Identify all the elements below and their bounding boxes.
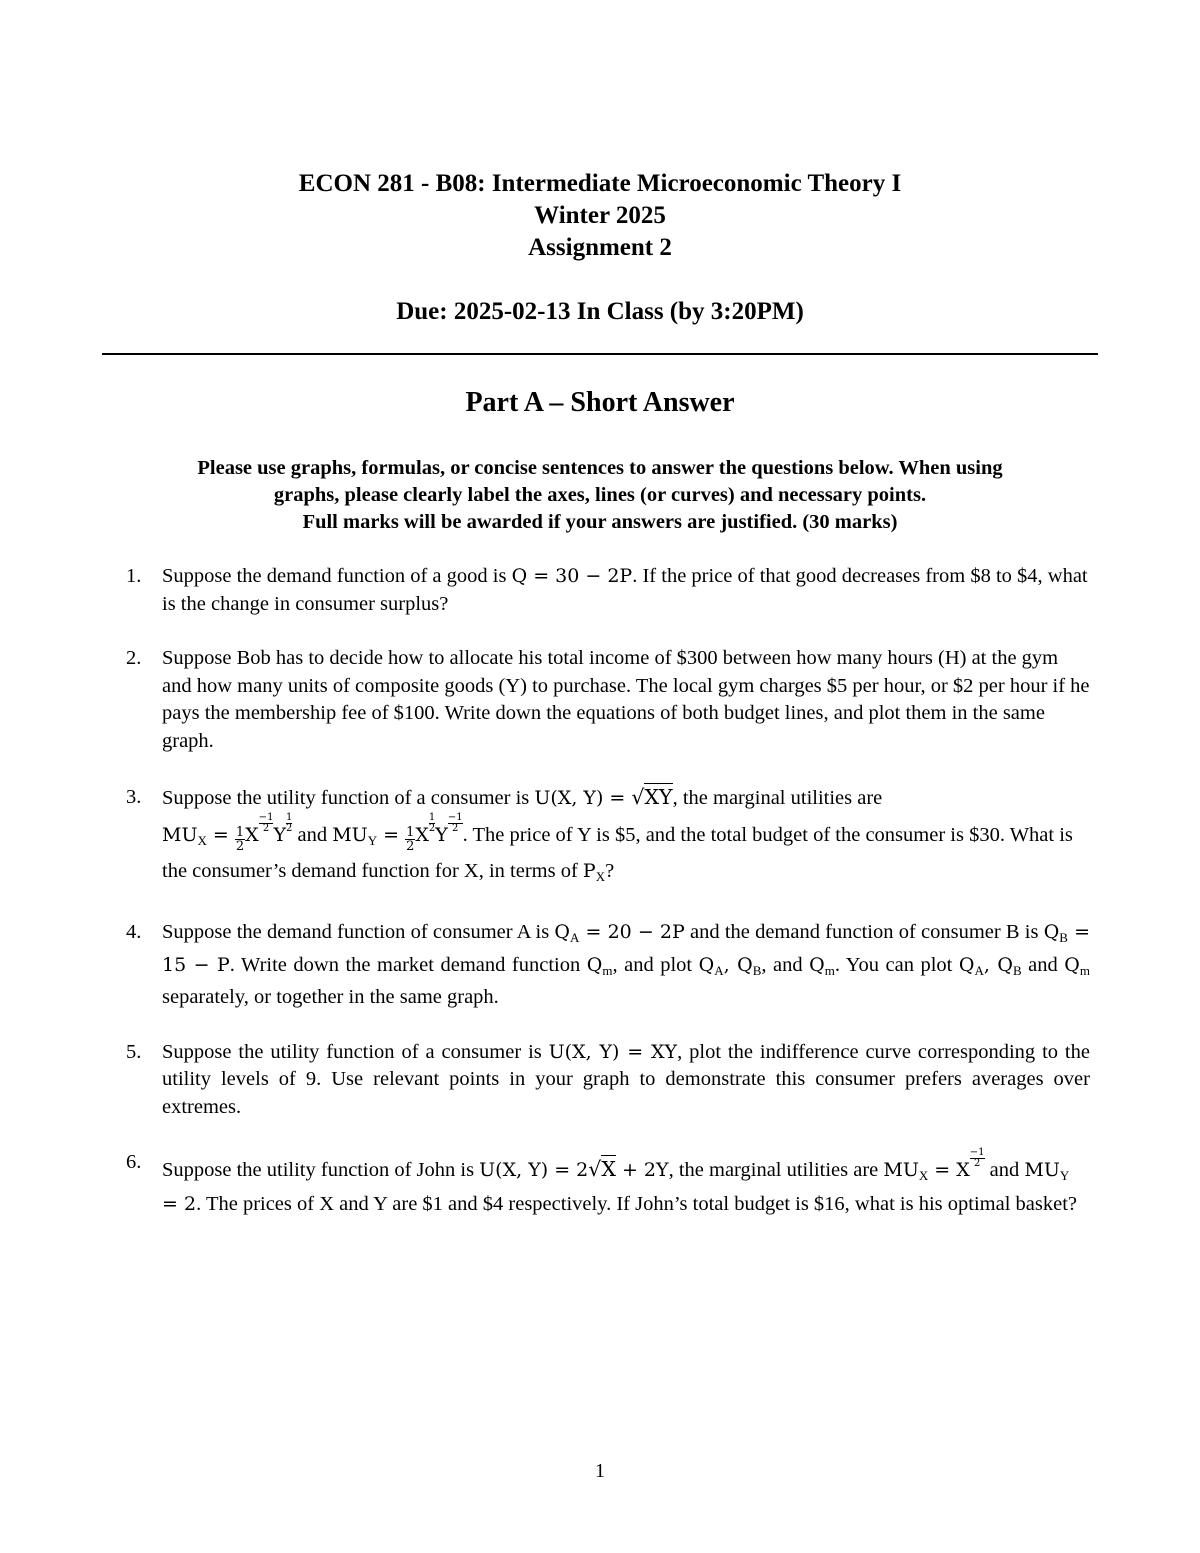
math-utility-function: U(X, Y) = 2: [479, 1159, 589, 1181]
math-q: Q: [586, 953, 603, 976]
question-2: [0, 645, 1090, 755]
math-subscript: B: [1059, 930, 1068, 945]
question-5: [0, 1039, 1090, 1122]
math-subscript: B: [752, 962, 762, 978]
question-text: [162, 1039, 1090, 1122]
fraction-half: [405, 826, 415, 853]
radicand: XY: [644, 785, 673, 809]
sqrt-symbol: √XY: [631, 785, 673, 809]
math-subscript: X: [595, 869, 606, 884]
question-number: 1.: [126, 565, 142, 587]
math-equals: =: [206, 824, 235, 846]
minus-sign: −: [258, 812, 268, 823]
math-price-label: P: [582, 860, 596, 882]
numerator: 1: [235, 825, 245, 840]
exponent-denominator: 2: [285, 823, 293, 834]
question-text: [162, 565, 1088, 615]
exponent-denominator: 2: [973, 1158, 981, 1169]
text-segment: , and: [761, 953, 810, 976]
question-6: [0, 1148, 1090, 1219]
math-q: Q: [997, 953, 1013, 976]
text-segment: , the marginal utilities are: [668, 1159, 884, 1181]
math-var: Y: [435, 824, 448, 846]
math-var: Y: [273, 824, 286, 846]
exponent-numerator: 1: [285, 812, 293, 823]
math-mu-label: MU: [332, 824, 368, 846]
instructions-line-1: Please use graphs, formulas, or concise sentences to answer the questions below. When using: [197, 457, 1003, 479]
math-q: Q: [1064, 953, 1080, 976]
math-demand-b: = 15 − P: [162, 921, 1090, 976]
question-text: [162, 1148, 1090, 1219]
exponent-num-value: 1: [267, 812, 274, 823]
instructions: [110, 455, 1090, 536]
exponent-num-value: 1: [456, 812, 463, 823]
math-mu-y-value: = 2: [162, 1193, 197, 1215]
minus-sign: −: [447, 812, 457, 823]
math-mu-label: MU: [883, 1159, 919, 1181]
math-mu-label: MU: [1024, 1159, 1060, 1181]
text-segment: . The prices of X and Y are $1 and $4 respectively. If John’s total budget is $16, what is his optimal basket?: [196, 1193, 1077, 1215]
math-subscript: A: [714, 962, 724, 978]
text-segment: and: [1021, 953, 1065, 976]
math-q: Q: [554, 921, 570, 943]
text-segment: separately, or together in the same graph.: [162, 986, 499, 1008]
question-text: Suppose Bob has to decide how to allocate his total income of $300 between how many hours (H) at the gym and how many units of composite goods (Y) to purchase. The local gym charges $5 per hour, or $2 per hour if he pays the membership fee of $100. Write down the equations of both budget lines, and plot them in the same graph.: [162, 647, 1090, 752]
text-segment: Suppose the utility function of John is: [162, 1159, 480, 1181]
math-q: Q: [958, 953, 975, 976]
question-number: 6.: [126, 1151, 142, 1173]
question-number: 3.: [126, 786, 142, 808]
math-mu-label: MU: [162, 824, 198, 846]
math-utility-function: U(X, Y) = XY: [548, 1040, 678, 1063]
math-subscript: m: [824, 962, 835, 978]
math-equals: =: [377, 824, 406, 846]
text-segment: . You can plot: [834, 953, 959, 976]
document-header: [0, 168, 1200, 328]
radicand: X: [601, 1157, 616, 1181]
text-segment: and the demand function of consumer B is: [684, 921, 1044, 943]
horizontal-rule: [102, 353, 1098, 355]
question-text: [162, 919, 1090, 1012]
exponent: [259, 813, 274, 834]
text-segment: . If the price of that good decreases from $8 to $4, what is the change in consumer surplus?: [162, 565, 1088, 615]
math-utility-function: U(X, Y) =: [534, 787, 632, 809]
exponent-denominator: 2: [428, 823, 436, 834]
exponent: [448, 813, 463, 834]
math-subscript: X: [197, 833, 207, 848]
math-subscript: Y: [367, 833, 378, 848]
question-text: [162, 782, 1090, 892]
text-segment: , the marginal utilities are: [672, 787, 883, 809]
math-q: Q: [809, 953, 825, 976]
math-var: X: [415, 824, 429, 846]
text-segment: Suppose the demand function of consumer A is: [162, 921, 555, 943]
math-comma: ,: [723, 953, 738, 976]
math-q: Q: [698, 953, 715, 976]
math-subscript: m: [602, 962, 613, 978]
exponent-denominator: 2: [452, 823, 459, 834]
math-q: Q: [737, 953, 753, 976]
instructions-line-3: Full marks will be awarded if your answers are justified. (30 marks): [302, 511, 898, 533]
exponent-denominator: 2: [262, 823, 270, 834]
question-3: [0, 782, 1090, 892]
math-subscript: X: [918, 1168, 929, 1183]
text-segment: and: [292, 824, 333, 846]
text-segment: , plot the indifference curve corresponding to the utility levels of 9. Use relevant points in your graph to demonstrate this consumer prefers averages over extremes.: [162, 1040, 1090, 1118]
text-segment: Suppose the utility function of a consumer is: [162, 787, 535, 809]
math-equals-x: = X: [928, 1159, 970, 1181]
exponent-num-value: 1: [978, 1147, 985, 1158]
math-subscript: Y: [1059, 1168, 1070, 1183]
text-segment: ?: [605, 860, 615, 882]
assignment-title: Assignment 2: [528, 234, 672, 261]
fraction-half: [235, 826, 245, 853]
instructions-line-2: graphs, please clearly label the axes, lines (or curves) and necessary points.: [273, 484, 927, 506]
exponent: [970, 1148, 985, 1169]
part-title: Part A – Short Answer: [465, 387, 735, 418]
math-demand-a: = 20 − 2P: [579, 921, 685, 943]
math-q: Q: [1043, 921, 1060, 943]
math-demand-function: Q = 30 − 2P: [511, 565, 633, 587]
text-segment: . Write down the market demand function: [229, 953, 587, 976]
math-subscript: m: [1079, 962, 1090, 978]
due-date: Due: 2025-02-13 In Class (by 3:20PM): [396, 298, 804, 325]
question-number: 4.: [126, 921, 142, 943]
math-var: X: [245, 824, 259, 846]
text-segment: Suppose the utility function of a consumer is: [162, 1040, 549, 1063]
denominator: 2: [406, 839, 415, 854]
page-number: 1: [595, 1460, 605, 1482]
text-segment: , and plot: [612, 953, 699, 976]
question-number: 2.: [126, 647, 142, 669]
denominator: 2: [235, 839, 245, 854]
course-title: ECON 281 - B08: Intermediate Microeconomic Theory I: [298, 170, 902, 197]
text-segment: . The price of Y is $5, and the total budget of the consumer is $30. What is the consumer’s demand function for X, in terms of: [162, 824, 1073, 882]
exponent-numerator: 1: [428, 812, 436, 823]
question-list: [0, 563, 1200, 1246]
math-utility-rest: + 2Y: [615, 1159, 669, 1181]
minus-sign: −: [969, 1147, 979, 1158]
math-comma: ,: [983, 953, 998, 976]
question-1: [0, 563, 1090, 618]
question-4: [0, 919, 1090, 1012]
sqrt-symbol: √X: [588, 1157, 616, 1181]
term: Winter 2025: [534, 202, 666, 229]
math-subscript: B: [1012, 962, 1022, 978]
numerator: 1: [406, 825, 415, 840]
text-segment: and: [984, 1159, 1025, 1181]
math-subscript: A: [570, 930, 580, 945]
math-subscript: A: [974, 962, 984, 978]
text-segment: Suppose the demand function of a good is: [162, 565, 512, 587]
question-number: 5.: [126, 1040, 142, 1063]
